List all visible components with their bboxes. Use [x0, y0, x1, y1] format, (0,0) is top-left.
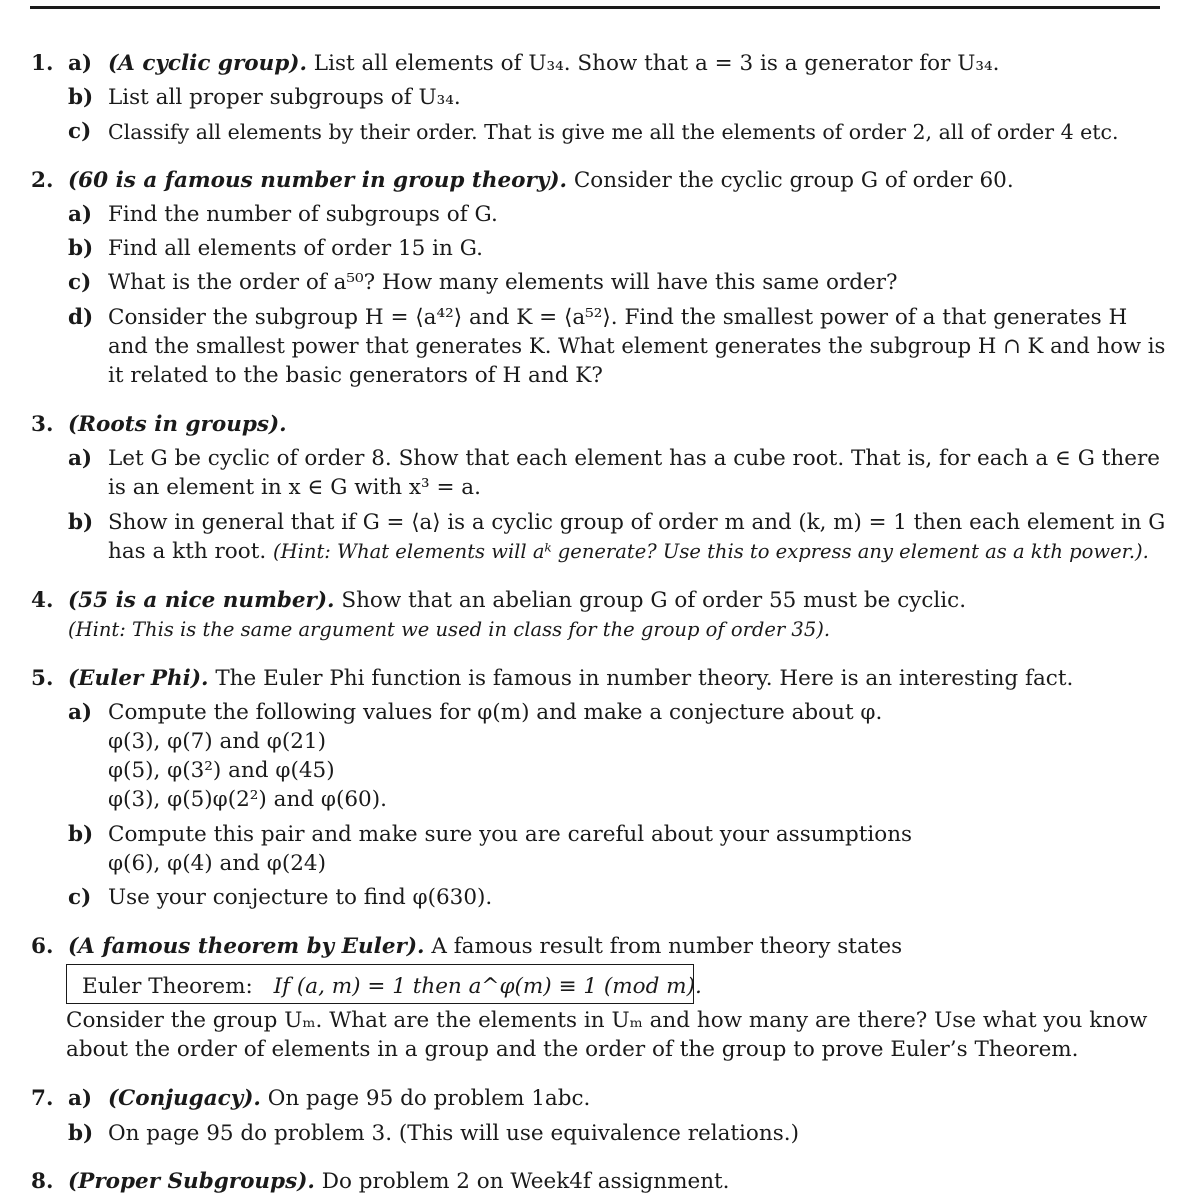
problem-2d-line-3: it related to the basic generators of H and K?	[108, 363, 603, 388]
problem-1b-text: List all proper subgroups of U₃₄.	[108, 85, 461, 110]
problem-8-heading	[68, 1168, 730, 1196]
problem-6-line-2: about the order of elements in a group and the order of the group to prove Euler’s Theorem.	[66, 1037, 1079, 1062]
problem-1b-label: b)	[68, 85, 94, 110]
top-rule	[30, 6, 1160, 9]
problem-4-title: (55 is a nice number).	[68, 588, 335, 613]
problem-4-hint: (Hint: This is the same argument we used in class for the group of order 35).	[68, 618, 831, 641]
problem-5b-label: b)	[68, 822, 94, 847]
problem-4-intro: Show that an abelian group G of order 55 must be cyclic.	[341, 588, 967, 613]
problem-1a-title: (A cyclic group).	[108, 51, 307, 76]
problem-5-title: (Euler Phi).	[68, 666, 209, 691]
problem-2-intro: Consider the cyclic group G of order 60.	[573, 168, 1014, 193]
theorem-label: Euler Theorem:	[82, 974, 253, 999]
problem-3-number: 3.	[31, 412, 54, 437]
problem-8-intro: Do problem 2 on Week4f assignment.	[321, 1169, 730, 1194]
problem-6-line-1: Consider the group Uₘ. What are the elements in Uₘ and how many are there? Use what you know	[66, 1008, 1148, 1033]
problem-2d-label: d)	[68, 305, 94, 330]
problem-1-number: 1.	[31, 51, 54, 76]
problem-8-title: (Proper Subgroups).	[68, 1169, 315, 1194]
problem-5b-line-1: Compute this pair and make sure you are careful about your assumptions	[108, 822, 913, 847]
problem-3-title: (Roots in groups).	[68, 412, 287, 437]
problem-2d-line-1: Consider the subgroup H = ⟨a⁴²⟩ and K = ⟨a⁵²⟩. Find the smallest power of a that generates H	[108, 305, 1128, 330]
problem-5a-line-3: φ(5), φ(3²) and φ(45)	[108, 758, 335, 783]
problem-2a-text: Find the number of subgroups of G.	[108, 202, 498, 227]
problem-5-number: 5.	[31, 666, 54, 691]
problem-4-number: 4.	[31, 588, 54, 613]
problem-3b-label: b)	[68, 510, 94, 535]
problem-1c-label: c)	[68, 119, 92, 144]
problem-8-number: 8.	[31, 1169, 54, 1194]
problem-5c-label: c)	[68, 885, 92, 910]
problem-2-number: 2.	[31, 168, 54, 193]
problem-2b-label: b)	[68, 236, 94, 261]
problem-7a-title: (Conjugacy).	[108, 1086, 261, 1111]
problem-6-intro: A famous result from number theory states	[431, 934, 903, 959]
problem-5a-line-4: φ(3), φ(5)φ(2²) and φ(60).	[108, 787, 387, 812]
problem-6-title: (A famous theorem by Euler).	[68, 934, 425, 959]
problem-1a	[108, 50, 999, 78]
problem-7b-label: b)	[68, 1121, 94, 1146]
problem-6-number: 6.	[31, 934, 54, 959]
problem-5b-line-2: φ(6), φ(4) and φ(24)	[108, 851, 326, 876]
problem-6-heading	[68, 933, 902, 961]
problem-5a-line-1: Compute the following values for φ(m) and make a conjecture about φ.	[108, 700, 883, 725]
problem-2c-text: What is the order of a⁵⁰? How many elements will have this same order?	[108, 270, 898, 295]
problem-3a-label: a)	[68, 446, 93, 471]
problem-7-number: 7.	[31, 1086, 54, 1111]
problem-7a	[108, 1085, 590, 1113]
problem-2c-label: c)	[68, 270, 92, 295]
problem-7a-text: On page 95 do problem 1abc.	[267, 1086, 591, 1111]
problem-5a-label: a)	[68, 700, 93, 725]
problem-4-heading	[68, 587, 966, 615]
problem-5-heading	[68, 665, 1073, 693]
problem-1c-text: Classify all elements by their order. That is give me all the elements of order 2, all of order 4 etc.	[108, 120, 1119, 144]
problem-5a-line-2: φ(3), φ(7) and φ(21)	[108, 729, 326, 754]
problem-3a-line-1: Let G be cyclic of order 8. Show that each element has a cube root. That is, for each a ∈ G there	[108, 446, 1160, 471]
problem-5-intro: The Euler Phi function is famous in number theory. Here is an interesting fact.	[215, 666, 1074, 691]
problem-2d-line-2: and the smallest power that generates K. What element generates the subgroup H ∩ K and how is	[108, 334, 1166, 359]
problem-2b-text: Find all elements of order 15 in G.	[108, 236, 483, 261]
problem-1a-label: a)	[68, 51, 93, 76]
problem-3a-line-2: is an element in x ∈ G with x³ = a.	[108, 475, 481, 500]
problem-3b-line-2-text: has a kth root.	[108, 539, 267, 564]
theorem-text: If (a, m) = 1 then a^φ(m) ≡ 1 (mod m).	[273, 974, 702, 999]
problem-2-title: (60 is a famous number in group theory).	[68, 168, 567, 193]
problem-7b-text: On page 95 do problem 3. (This will use equivalence relations.)	[108, 1121, 799, 1146]
problem-2a-label: a)	[68, 202, 93, 227]
problem-3b-line-2	[108, 538, 1149, 566]
problem-3b-line-1: Show in general that if G = ⟨a⟩ is a cyclic group of order m and (k, m) = 1 then each element in G	[108, 510, 1166, 535]
problem-1a-text: List all elements of U₃₄. Show that a = 3 is a generator for U₃₄.	[313, 51, 1000, 76]
problem-7a-label: a)	[68, 1086, 93, 1111]
theorem-statement	[82, 973, 702, 1001]
problem-2-heading	[68, 167, 1014, 195]
problem-5c-text: Use your conjecture to find φ(630).	[108, 885, 493, 910]
problem-3b-hint: (Hint: What elements will aᵏ generate? Use this to express any element as a kth power.).	[273, 540, 1149, 563]
